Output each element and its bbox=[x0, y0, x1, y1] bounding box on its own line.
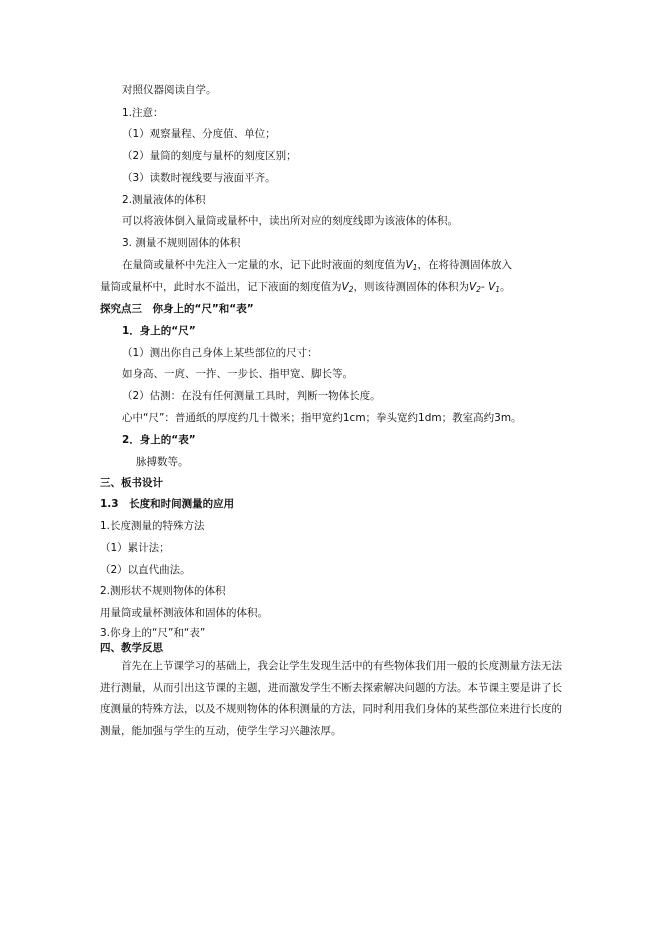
text-line: 用量筒或量杯测液体和固体的体积。 bbox=[100, 607, 268, 619]
text-line: 1.注意： bbox=[122, 107, 164, 119]
text-line: 心中“尺”：普通纸的厚度约几十微米；指甲宽约1cm；拳头宽约1dm；教室高约3m。 bbox=[122, 412, 522, 424]
text-line: （1）测出你自己身体上某些部位的尺寸： bbox=[122, 347, 318, 359]
text-line: 2.测量液体的体积 bbox=[122, 194, 206, 206]
text-line: （2）量筒的刻度与量杯的刻度区别； bbox=[122, 150, 297, 162]
text-line: （1）累计法； bbox=[100, 542, 170, 554]
subscript: 1 bbox=[412, 263, 418, 272]
line-text: 量筒或量杯中，此时水不溢出，记下液面的刻度值为 bbox=[100, 281, 342, 293]
line-text: ，在将待测固体放入 bbox=[417, 259, 512, 271]
text-line bbox=[122, 258, 512, 275]
board-title: 1.3 长度和时间测量的应用 bbox=[100, 498, 235, 510]
minus-sign: - bbox=[480, 281, 489, 293]
text-line: （2）估测：在没有任何测量工具时，判断一物体长度。 bbox=[122, 390, 381, 402]
variable-v: V bbox=[341, 281, 349, 293]
subscript: 2 bbox=[476, 285, 481, 294]
section-heading: 探究点三 你身上的“尺”和“表” bbox=[100, 303, 254, 315]
text-line: 如身高、一庹、一拃、一步长、指甲宽、脚长等。 bbox=[122, 368, 353, 380]
text-line: 脉搏数等。 bbox=[136, 456, 189, 468]
subscript: 1 bbox=[495, 285, 501, 294]
text-line bbox=[100, 280, 511, 297]
text-line: 可以将液体倒入量筒或量杯中，读出所对应的刻度线即为该液体的体积。 bbox=[122, 215, 458, 227]
reflection-paragraph: 首先在上节课学习的基础上，我会让学生发现生活中的有些物体我们用一般的长度测量方法无法进行测量，从而引出这节课的主题，进而激发学生不断去探索解决问题的方法。本节课主要是讲了长度测量的特殊方法，以及不规则物体的体积测量的方法，同时利用我们身体的某些部位来进行长度的测量，能加强与学生的互动，使学生学习兴趣浓厚。 bbox=[100, 660, 562, 737]
section-heading: 三、板书设计 bbox=[100, 477, 163, 489]
text-line: 1.长度测量的特殊方法 bbox=[100, 520, 205, 532]
subscript: 2 bbox=[348, 285, 354, 294]
variable-v: V bbox=[405, 259, 413, 271]
text-line: 3. 测量不规则固体的体积 bbox=[122, 237, 241, 249]
subheading: 2．身上的“表” bbox=[122, 434, 196, 446]
section-heading: 四、教学反思 bbox=[100, 642, 163, 654]
text-line: 3.你身上的“尺”和“表” bbox=[100, 627, 206, 639]
text-line: （3）读数时视线要与液面平齐。 bbox=[122, 172, 276, 184]
line-text: 。 bbox=[500, 281, 511, 293]
subheading: 1．身上的“尺” bbox=[122, 325, 196, 337]
text-line: （1）观察量程、分度值、单位； bbox=[122, 128, 276, 140]
line-text: 在量筒或量杯中先注入一定量的水，记下此时液面的刻度值为 bbox=[122, 259, 406, 271]
text-line: 2.测形状不规则物体的体积 bbox=[100, 585, 226, 597]
variable-v: V bbox=[488, 281, 496, 293]
variable-v: V bbox=[468, 281, 477, 293]
text-line: （2）以直代曲法。 bbox=[100, 564, 191, 576]
line-text: ，则该待测固体的体积为 bbox=[353, 281, 469, 293]
text-line: 对照仪器阅读自学。 bbox=[122, 84, 217, 96]
